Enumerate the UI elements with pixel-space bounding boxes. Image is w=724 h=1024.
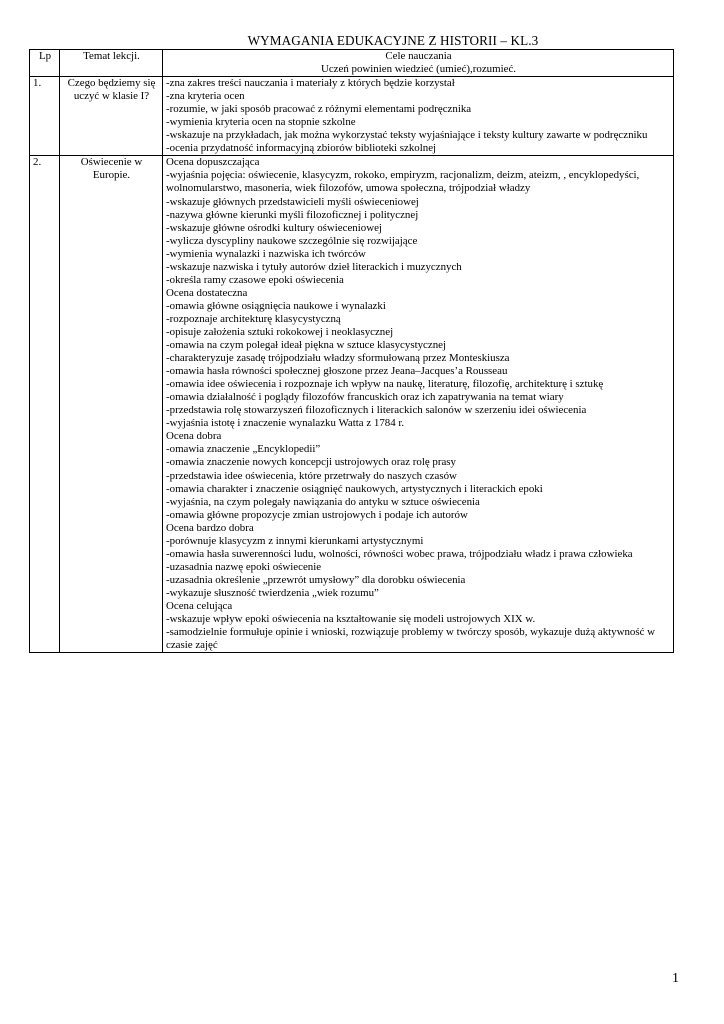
goal-item: -porównuje klasycyzm z innymi kierunkami artystycznymi: [166, 534, 424, 547]
goal-item: -wskazuje na przykładach, jak można wykorzystać teksty wyjaśniające i teksty kultury zawarte w podręczniku: [166, 129, 648, 142]
goal-item: -wymienia wynalazki i nazwiska ich twórców: [166, 247, 366, 260]
goal-item: -określa ramy czasowe epoki oświecenia: [166, 273, 344, 286]
row-number: 2.: [30, 156, 60, 653]
goal-item: -omawia hasła równości społecznej głoszone przez Jeana–Jacques’a Rousseau: [166, 365, 508, 378]
goal-item: Ocena dostateczna: [166, 286, 248, 299]
goal-item: -wyjaśnia, na czym polegały nawiązania do antyku w sztuce oświecenia: [166, 495, 480, 508]
table-body: [30, 77, 674, 653]
header-goals: [163, 50, 674, 77]
goal-item: -opisuje założenia sztuki rokokowej i neoklasycznej: [166, 325, 394, 338]
goal-item: Ocena dobra: [166, 430, 222, 443]
goal-item: -wymienia kryteria ocen na stopnie szkolne: [166, 116, 356, 129]
goal-item: -charakteryzuje zasadę trójpodziału władzy sformułowaną przez Monteskiusza: [166, 352, 510, 365]
goal-item: -omawia na czym polegał ideał piękna w sztuce klasycystycznej: [166, 339, 447, 352]
goal-item: -wykazuje słuszność twierdzenia „wiek rozumu”: [166, 586, 379, 599]
header-lp: Lp: [30, 50, 60, 77]
learning-goals: [163, 77, 674, 156]
goal-item: -wskazuje główne ośrodki kultury oświeceniowej: [166, 221, 382, 234]
goal-item: -przedstawia rolę stowarzyszeń filozoficznych i literackich salonów w szerzeniu idei oświecenia: [166, 404, 587, 417]
goal-item: Ocena bardzo dobra: [166, 521, 254, 534]
goal-item: -omawia główne propozycje zmian ustrojowych i podaje ich autorów: [166, 508, 468, 521]
page-title: WYMAGANIA EDUKACYJNE Z HISTORII – KL.3: [247, 33, 539, 48]
goal-item: -omawia hasła suwerenności ludu, wolności, równości wobec prawa, trójpodziału władz i prawa człowieka: [166, 547, 633, 560]
row-number: 1.: [30, 77, 60, 156]
header-goals-subtitle: Uczeń powinien wiedzieć (umieć),rozumieć.: [320, 63, 517, 76]
goal-item: -przedstawia idee oświecenia, które przetrwały do naszych czasów: [166, 469, 457, 482]
goal-item: -zna kryteria ocen: [166, 90, 245, 103]
goal-item: -omawia działalność i poglądy filozofów francuskich oraz ich zapatrywania na temat wiary: [166, 391, 564, 404]
requirements-table: [29, 49, 674, 653]
goal-item: Ocena celująca: [166, 599, 233, 612]
goal-item: -wskazuje wpływ epoki oświecenia na kształtowanie się modeli ustrojowych XIX w.: [166, 613, 536, 626]
lesson-topic: Oświecenie w Europie.: [60, 156, 163, 653]
goal-item: -zna zakres treści nauczania i materiały z których będzie korzystał: [166, 77, 455, 90]
goal-item: -wyjaśnia pojęcia: oświecenie, klasycyzm, rokoko, empiryzm, racjonalizm, deizm, ateizm, , encyklopedyści, wolnomularstwo, masoneria, wiek filozofów, umowa społeczna, trójpodział władzy: [166, 169, 640, 195]
table-row: [30, 156, 674, 653]
table-header-row: [30, 50, 674, 77]
lesson-topic: Czego będziemy się uczyć w klasie I?: [60, 77, 163, 156]
header-goals-title: Cele nauczania: [385, 50, 452, 62]
goal-item: -wyjaśnia istotę i znaczenie wynalazku Watta z 1784 r.: [166, 417, 405, 430]
goal-item: -omawia znaczenie „Encyklopedii”: [166, 443, 321, 456]
table-row: [30, 77, 674, 156]
goal-item: Ocena dopuszczająca: [166, 156, 260, 169]
goal-item: -rozumie, w jaki sposób pracować z różnymi elementami podręcznika: [166, 103, 472, 116]
goal-item: -omawia znaczenie nowych koncepcji ustrojowych oraz rolę prasy: [166, 456, 456, 469]
goal-item: -wskazuje głównych przedstawicieli myśli oświeceniowej: [166, 195, 419, 208]
goal-item: -omawia charakter i znaczenie osiągnięć naukowych, artystycznych i literackich epoki: [166, 482, 543, 495]
goal-item: -omawia idee oświecenia i rozpoznaje ich wpływ na naukę, literaturę, filozofię, architekturę i sztukę: [166, 378, 604, 391]
goal-item: -uzasadnia nazwę epoki oświecenie: [166, 560, 322, 573]
goal-item: -samodzielnie formułuje opinie i wnioski, rozwiązuje problemy w twórczy sposób, wykazuje dużą aktywność w czasie zajęć: [166, 626, 656, 652]
goal-item: -omawia główne osiągnięcia naukowe i wynalazki: [166, 299, 386, 312]
goal-item: -wylicza dyscypliny naukowe szczególnie się rozwijające: [166, 234, 418, 247]
goal-item: -uzasadnia określenie „przewrót umysłowy” dla dorobku oświecenia: [166, 573, 466, 586]
goal-item: -ocenia przydatność informacyjną zbiorów biblioteki szkolnej: [166, 142, 437, 155]
goal-item: -nazywa główne kierunki myśli filozoficznej i politycznej: [166, 208, 419, 221]
learning-goals: [163, 156, 674, 653]
header-topic: Temat lekcji.: [60, 50, 163, 77]
goal-item: -rozpoznaje architekturę klasycystyczną: [166, 312, 341, 325]
goal-item: -wskazuje nazwiska i tytuły autorów dzieł literackich i muzycznych: [166, 260, 462, 273]
page-number: 1: [672, 971, 679, 986]
